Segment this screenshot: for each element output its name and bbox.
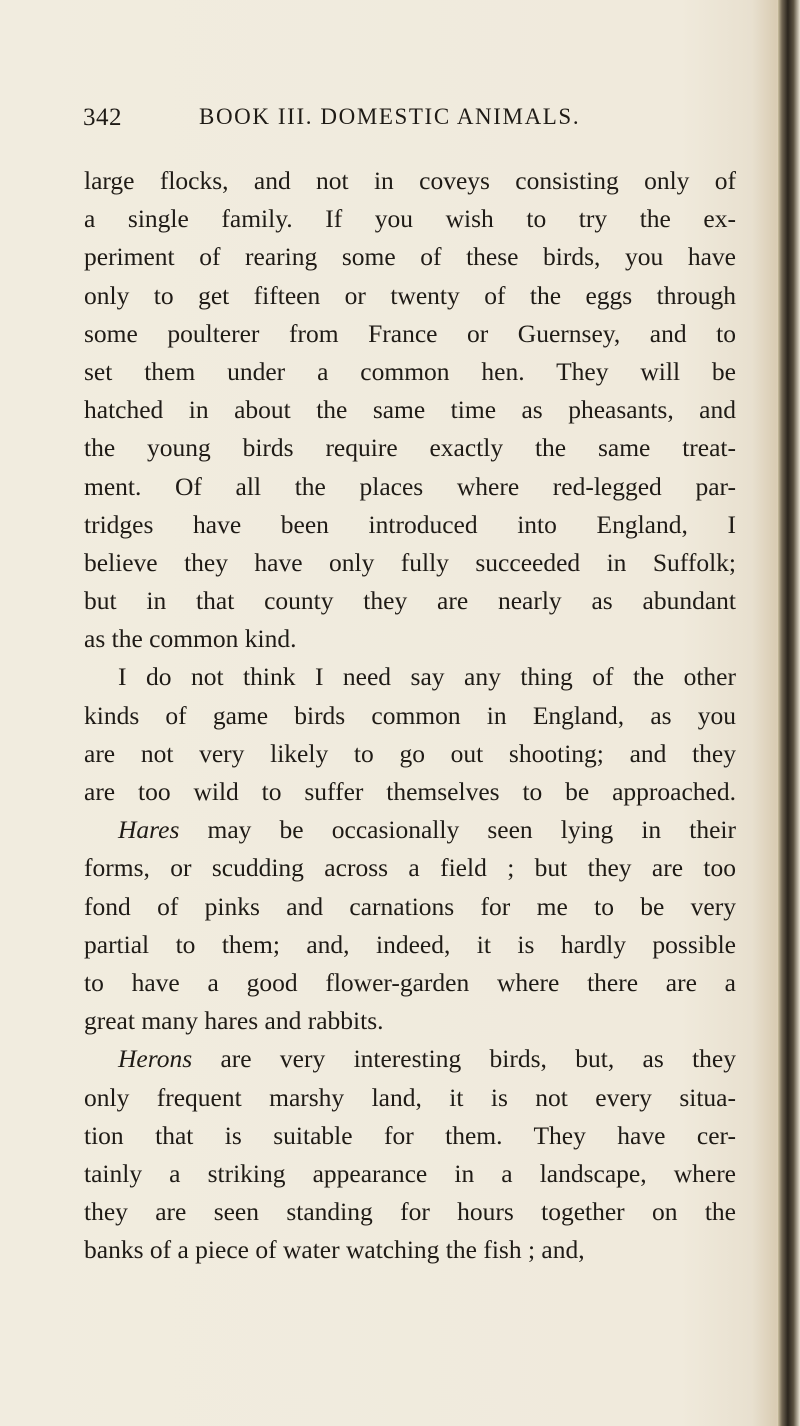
text-line: tridges have been introduced into England, I (84, 509, 736, 539)
page-header (83, 104, 743, 144)
text-line: fond of pinks and carnations for me to be very (84, 891, 736, 921)
text-line: only to get fifteen or twenty of the eggs through (84, 280, 736, 310)
text-line: forms, or scudding across a field ; but they are too (84, 853, 736, 883)
text-line: are too wild to suffer themselves to be approached. (84, 777, 736, 806)
text-line: hatched in about the same time as pheasants, and (84, 395, 736, 425)
text-line: tion that is suitable for them. They have cer- (84, 1120, 736, 1150)
italic-term-hares: Hares (118, 815, 180, 845)
italic-term-herons: Herons (118, 1044, 193, 1074)
text-line: great many hares and rabbits. (84, 1006, 384, 1036)
body-text (84, 162, 736, 1269)
text-line: only frequent marshy land, it is not every situa- (84, 1082, 736, 1112)
text-line: kinds of game birds common in England, as you (84, 700, 736, 730)
paragraph-herons-first-line (84, 1040, 736, 1078)
text-segment: may be occasionally seen lying in their (207, 815, 737, 845)
running-head: BOOK III. DOMESTIC ANIMALS. (199, 104, 581, 129)
text-line: ment. Of all the places where red-legged par- (84, 471, 736, 501)
text-segment: are very interesting birds, but, as they (220, 1044, 736, 1074)
text-line: a single family. If you wish to try the ex- (84, 204, 736, 234)
text-line: some poulterer from France or Guernsey, and to (84, 318, 736, 348)
text-line: to have a good flower-garden where there are a (84, 967, 736, 997)
text-line: the young birds require exactly the same treat- (84, 433, 736, 463)
text-line: partial to them; and, indeed, it is hardly possible (84, 929, 736, 959)
text-line: tainly a striking appearance in a landscape, where (84, 1158, 736, 1188)
paragraph-hares-first-line (84, 811, 736, 849)
text-line: they are seen standing for hours together on the (84, 1197, 736, 1227)
text-line: believe they have only fully succeeded in Suffolk; (84, 547, 736, 577)
text-line: as the common kind. (84, 624, 297, 654)
text-line: banks of a piece of water watching the fish ; and, (84, 1235, 585, 1265)
text-line: periment of rearing some of these birds, you have (84, 242, 736, 272)
text-line: are not very likely to go out shooting; and they (84, 738, 736, 768)
text-line: but in that county they are nearly as abundant (84, 586, 736, 616)
text-line: set them under a common hen. They will be (84, 356, 736, 386)
text-line: large flocks, and not in coveys consisting only of (84, 166, 736, 195)
book-gutter-shadow (778, 0, 800, 1426)
text-line: I do not think I need say any thing of the other (118, 662, 736, 692)
page-number: 342 (83, 104, 122, 131)
